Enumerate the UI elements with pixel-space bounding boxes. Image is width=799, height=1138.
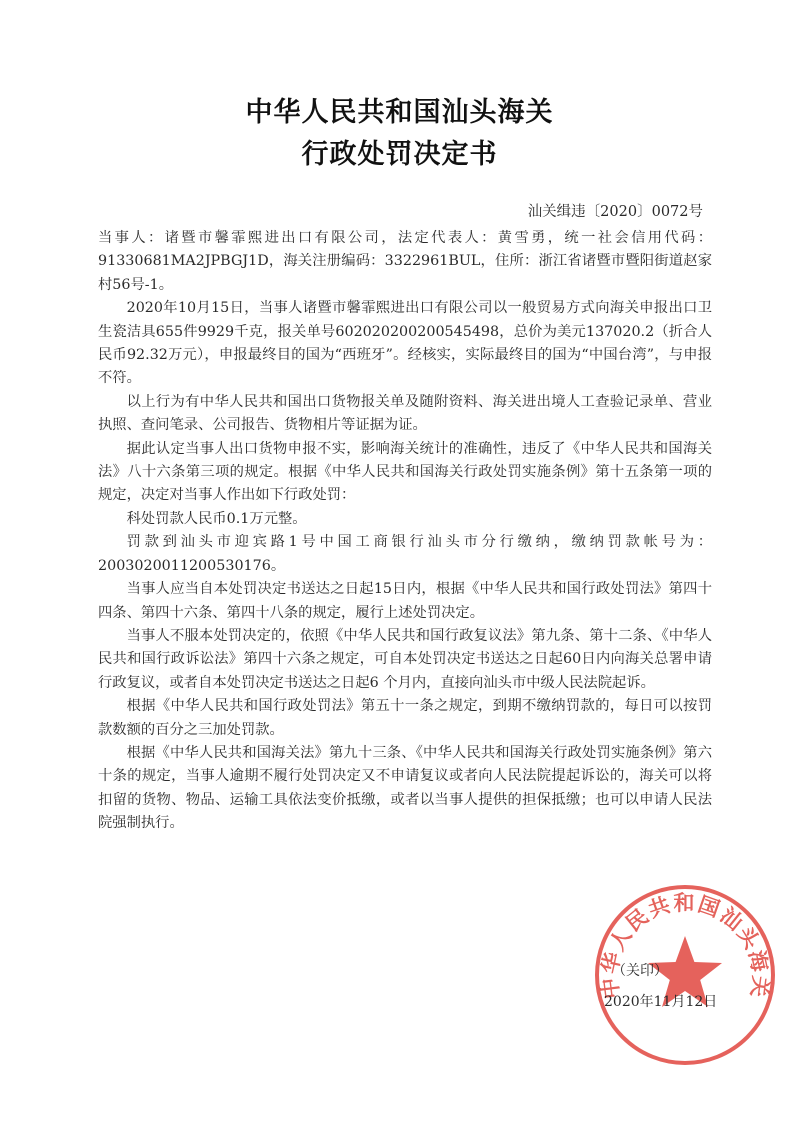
document-number: 汕关缉违〔2020〕0072号 [527, 204, 703, 220]
penalty-paragraph: 科处罚款人民币0.1万元整。 [126, 510, 307, 527]
document-title-authority: 中华人民共和国汕头海关 [245, 97, 554, 128]
issue-date: 2020年11月12日 [604, 994, 718, 1010]
facts-paragraph: 2020年10月15日，当事人诸暨市馨霏熙进出口有限公司以一般贸易方式向海关申报出口卫生瓷洁具655件9929千克，报关单号602020200200545498，总价为美元137020.2（折合人民币92.32万元），申报最终目的国为“西班牙”。经核实，实际最终目的国为“中国台湾”，与申报不符。 [98, 300, 712, 387]
party-info: 当事人：诸暨市馨霏熙进出口有限公司，法定代表人：黄雪勇，统一社会信用代码：91330681MA2JPBGJ1D，海关注册编码：3322961BUL，住所：浙江省诸暨市暨阳街道赵家村56号-1。 [98, 230, 712, 293]
evidence-paragraph: 以上行为有中华人民共和国出口货物报关单及随附资料、海关进出境人工查验记录单、营业执照、查问笔录、公司报告、货物相片等证据为证。 [98, 393, 712, 434]
payment-paragraph: 罚款到汕头市迎宾路1号中国工商银行汕头市分行缴纳，缴纳罚款帐号为：2003020011200530176。 [98, 534, 712, 574]
document-title-type: 行政处罚决定书 [301, 139, 498, 170]
enforcement-paragraph: 根据《中华人民共和国海关法》第九十三条、《中华人民共和国海关行政处罚实施条例》第六十条的规定，当事人逾期不履行处罚决定又不申请复议或者向人民法院提起诉讼的，海关可以将扣留的货物、物品、运输工具依法变价抵缴，或者以当事人提供的担保抵缴；也可以申请人民法院强制执行。 [98, 744, 712, 832]
appeal-paragraph: 当事人不服本处罚决定的，依照《中华人民共和国行政复议法》第九条、第十二条、《中华人民共和国行政诉讼法》第四十六条之规定，可自本处罚决定书送达之日起60日内向海关总署申请行政复议，或者自本处罚决定书送达之日起6 个月内，直接向汕头市中级人民法院起诉。 [98, 627, 712, 691]
seal-text: 中华人民共和国汕头海关 [597, 891, 773, 1001]
determination-paragraph: 据此认定当事人出口货物申报不实，影响海关统计的准确性，违反了《中华人民共和国海关法》八十六条第三项的规定。根据《中华人民共和国海关行政处罚实施条例》第十五条第一项的规定，决定对当事人作出如下行政处罚： [98, 440, 712, 504]
seal-note: （关印） [612, 963, 668, 979]
deadline-paragraph: 当事人应当自本处罚决定书送达之日起15日内，根据《中华人民共和国行政处罚法》第四十四条、第四十六条、第四十八条的规定，履行上述处罚决定。 [98, 581, 712, 621]
late-fee-paragraph: 根据《中华人民共和国行政处罚法》第五十一条之规定，到期不缴纳罚款的，每日可以按罚款数额的百分之三加处罚款。 [98, 698, 712, 738]
document-body [98, 227, 712, 836]
